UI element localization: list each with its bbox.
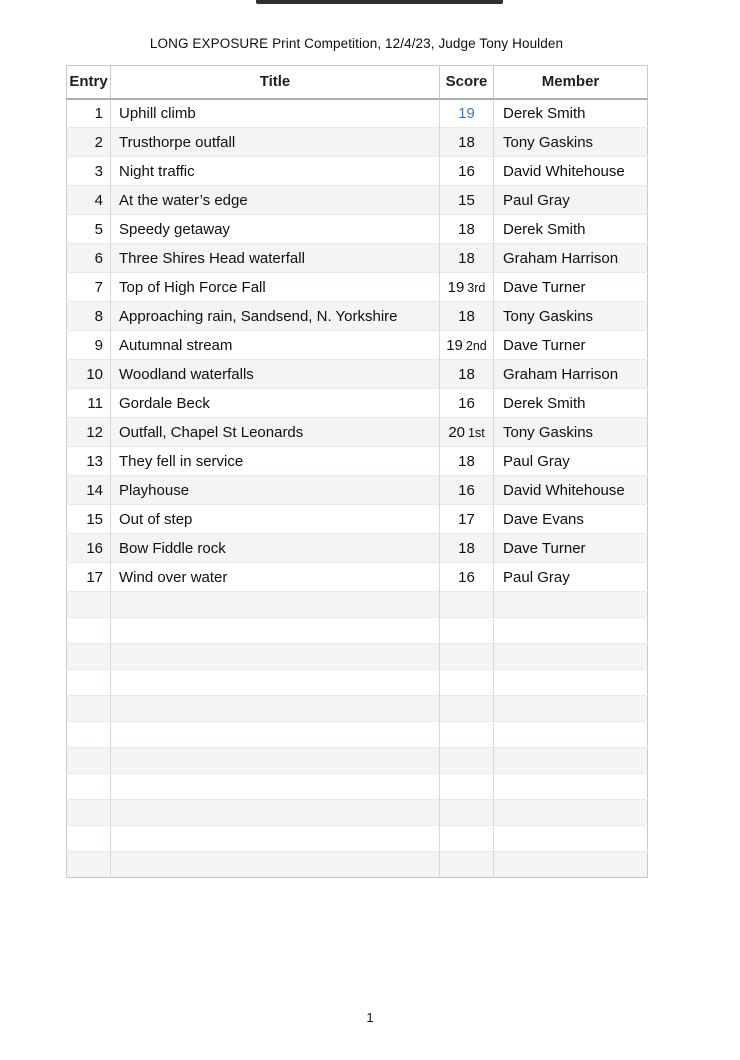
member-cell: Paul Gray bbox=[494, 447, 648, 476]
entry-cell bbox=[67, 670, 111, 696]
title-cell: Wind over water bbox=[111, 563, 440, 592]
title-cell: Trusthorpe outfall bbox=[111, 128, 440, 157]
score-cell bbox=[440, 447, 494, 476]
member-cell: Tony Gaskins bbox=[494, 418, 648, 447]
score-cell bbox=[440, 331, 494, 360]
entry-cell: 8 bbox=[67, 302, 111, 331]
score-cell bbox=[440, 563, 494, 592]
member-cell bbox=[494, 618, 648, 644]
score-cell bbox=[440, 800, 494, 826]
empty-table-row bbox=[67, 826, 648, 852]
table-row bbox=[67, 99, 648, 128]
member-cell: Dave Turner bbox=[494, 331, 648, 360]
score-cell bbox=[440, 360, 494, 389]
score-cell bbox=[440, 534, 494, 563]
table-row bbox=[67, 418, 648, 447]
title-cell: Outfall, Chapel St Leonards bbox=[111, 418, 440, 447]
award-label: 1st bbox=[468, 425, 485, 440]
member-cell: Derek Smith bbox=[494, 99, 648, 128]
empty-table-row bbox=[67, 644, 648, 670]
table-row bbox=[67, 447, 648, 476]
entry-cell bbox=[67, 722, 111, 748]
empty-table-row bbox=[67, 670, 648, 696]
page-number: 1 bbox=[366, 1010, 374, 1025]
top-dark-bar bbox=[256, 0, 503, 4]
table-row bbox=[67, 128, 648, 157]
empty-table-row bbox=[67, 800, 648, 826]
member-cell: Dave Evans bbox=[494, 505, 648, 534]
title-cell bbox=[111, 826, 440, 852]
score-cell bbox=[440, 618, 494, 644]
member-cell bbox=[494, 696, 648, 722]
score-value: 16 bbox=[458, 568, 475, 586]
score-cell bbox=[440, 748, 494, 774]
score-value: 19 bbox=[458, 104, 475, 122]
score-cell bbox=[440, 592, 494, 618]
score-cell bbox=[440, 128, 494, 157]
score-cell bbox=[440, 157, 494, 186]
score-cell bbox=[440, 644, 494, 670]
title-cell: At the water’s edge bbox=[111, 186, 440, 215]
member-cell: Paul Gray bbox=[494, 563, 648, 592]
title-cell: Bow Fiddle rock bbox=[111, 534, 440, 563]
score-cell bbox=[440, 389, 494, 418]
member-cell: Graham Harrison bbox=[494, 244, 648, 273]
score-value: 19 bbox=[446, 336, 463, 354]
entry-cell: 11 bbox=[67, 389, 111, 418]
entry-cell bbox=[67, 774, 111, 800]
table-row bbox=[67, 273, 648, 302]
entry-cell: 12 bbox=[67, 418, 111, 447]
table-row bbox=[67, 563, 648, 592]
title-cell: They fell in service bbox=[111, 447, 440, 476]
member-cell bbox=[494, 748, 648, 774]
score-value: 16 bbox=[458, 481, 475, 499]
member-cell: Dave Turner bbox=[494, 273, 648, 302]
entry-cell: 10 bbox=[67, 360, 111, 389]
empty-table-row bbox=[67, 774, 648, 800]
entry-cell bbox=[67, 748, 111, 774]
title-cell bbox=[111, 696, 440, 722]
entry-cell: 6 bbox=[67, 244, 111, 273]
page-title: LONG EXPOSURE Print Competition, 12/4/23, Judge Tony Houlden bbox=[149, 36, 564, 51]
title-cell: Woodland waterfalls bbox=[111, 360, 440, 389]
entry-cell: 15 bbox=[67, 505, 111, 534]
member-cell: David Whitehouse bbox=[494, 476, 648, 505]
score-cell bbox=[440, 418, 494, 447]
table-row bbox=[67, 244, 648, 273]
score-cell bbox=[440, 722, 494, 748]
member-cell: Derek Smith bbox=[494, 389, 648, 418]
score-value: 18 bbox=[458, 133, 475, 151]
title-cell bbox=[111, 774, 440, 800]
score-cell bbox=[440, 215, 494, 244]
score-cell bbox=[440, 670, 494, 696]
member-cell: Tony Gaskins bbox=[494, 302, 648, 331]
score-cell bbox=[440, 852, 494, 878]
title-cell: Gordale Beck bbox=[111, 389, 440, 418]
title-cell bbox=[111, 644, 440, 670]
title-cell: Autumnal stream bbox=[111, 331, 440, 360]
entry-cell: 16 bbox=[67, 534, 111, 563]
title-cell bbox=[111, 618, 440, 644]
score-cell bbox=[440, 99, 494, 128]
member-cell bbox=[494, 644, 648, 670]
score-cell bbox=[440, 774, 494, 800]
table-row bbox=[67, 215, 648, 244]
entry-cell bbox=[67, 592, 111, 618]
title-cell bbox=[111, 800, 440, 826]
score-cell bbox=[440, 244, 494, 273]
empty-table-row bbox=[67, 852, 648, 878]
award-label: 3rd bbox=[467, 280, 486, 295]
table-row bbox=[67, 186, 648, 215]
member-cell bbox=[494, 670, 648, 696]
entry-cell: 7 bbox=[67, 273, 111, 302]
score-value: 16 bbox=[458, 162, 475, 180]
entry-cell: 2 bbox=[67, 128, 111, 157]
table-body bbox=[67, 99, 648, 878]
title-cell: Uphill climb bbox=[111, 99, 440, 128]
score-value: 16 bbox=[458, 394, 475, 412]
entry-cell: 13 bbox=[67, 447, 111, 476]
table-row bbox=[67, 505, 648, 534]
empty-table-row bbox=[67, 618, 648, 644]
column-header-score: Score bbox=[440, 66, 494, 99]
entry-cell: 9 bbox=[67, 331, 111, 360]
title-cell bbox=[111, 852, 440, 878]
empty-table-row bbox=[67, 722, 648, 748]
empty-table-row bbox=[67, 748, 648, 774]
column-header-member: Member bbox=[494, 66, 648, 99]
member-cell: Derek Smith bbox=[494, 215, 648, 244]
score-cell bbox=[440, 826, 494, 852]
member-cell bbox=[494, 592, 648, 618]
score-value: 18 bbox=[458, 365, 475, 383]
entry-cell: 1 bbox=[67, 99, 111, 128]
score-value: 18 bbox=[458, 539, 475, 557]
score-cell bbox=[440, 273, 494, 302]
score-value: 18 bbox=[458, 249, 475, 267]
score-value: 18 bbox=[458, 220, 475, 238]
member-cell: David Whitehouse bbox=[494, 157, 648, 186]
results-table bbox=[66, 65, 648, 878]
table-row bbox=[67, 331, 648, 360]
score-value: 15 bbox=[458, 191, 475, 209]
member-cell bbox=[494, 774, 648, 800]
score-value: 18 bbox=[458, 452, 475, 470]
title-cell bbox=[111, 722, 440, 748]
title-cell: Speedy getaway bbox=[111, 215, 440, 244]
empty-table-row bbox=[67, 592, 648, 618]
score-cell bbox=[440, 476, 494, 505]
entry-cell bbox=[67, 852, 111, 878]
entry-cell: 4 bbox=[67, 186, 111, 215]
title-cell bbox=[111, 748, 440, 774]
entry-cell: 14 bbox=[67, 476, 111, 505]
table-header bbox=[67, 66, 648, 99]
table-row bbox=[67, 476, 648, 505]
table-row bbox=[67, 534, 648, 563]
column-header-entry: Entry bbox=[67, 66, 111, 99]
title-cell: Night traffic bbox=[111, 157, 440, 186]
member-cell: Dave Turner bbox=[494, 534, 648, 563]
entry-cell bbox=[67, 618, 111, 644]
score-value: 18 bbox=[458, 307, 475, 325]
table-row bbox=[67, 389, 648, 418]
member-cell: Paul Gray bbox=[494, 186, 648, 215]
score-cell bbox=[440, 505, 494, 534]
table-row bbox=[67, 157, 648, 186]
score-cell bbox=[440, 186, 494, 215]
score-cell bbox=[440, 696, 494, 722]
table-row bbox=[67, 302, 648, 331]
score-value: 20 bbox=[448, 423, 465, 441]
title-cell bbox=[111, 670, 440, 696]
entry-cell bbox=[67, 800, 111, 826]
member-cell: Graham Harrison bbox=[494, 360, 648, 389]
empty-table-row bbox=[67, 696, 648, 722]
header-row bbox=[67, 66, 648, 99]
member-cell: Tony Gaskins bbox=[494, 128, 648, 157]
member-cell bbox=[494, 722, 648, 748]
entry-cell: 17 bbox=[67, 563, 111, 592]
column-header-title: Title bbox=[111, 66, 440, 99]
title-cell: Playhouse bbox=[111, 476, 440, 505]
title-cell: Top of High Force Fall bbox=[111, 273, 440, 302]
entry-cell bbox=[67, 696, 111, 722]
score-value: 17 bbox=[458, 510, 475, 528]
table-row bbox=[67, 360, 648, 389]
member-cell bbox=[494, 800, 648, 826]
member-cell bbox=[494, 826, 648, 852]
title-cell: Approaching rain, Sandsend, N. Yorkshire bbox=[111, 302, 440, 331]
title-cell bbox=[111, 592, 440, 618]
entry-cell bbox=[67, 826, 111, 852]
member-cell bbox=[494, 852, 648, 878]
score-cell bbox=[440, 302, 494, 331]
entry-cell: 3 bbox=[67, 157, 111, 186]
title-cell: Out of step bbox=[111, 505, 440, 534]
score-value: 19 bbox=[447, 278, 465, 296]
entry-cell bbox=[67, 644, 111, 670]
entry-cell: 5 bbox=[67, 215, 111, 244]
award-label: 2nd bbox=[465, 338, 487, 353]
title-cell: Three Shires Head waterfall bbox=[111, 244, 440, 273]
